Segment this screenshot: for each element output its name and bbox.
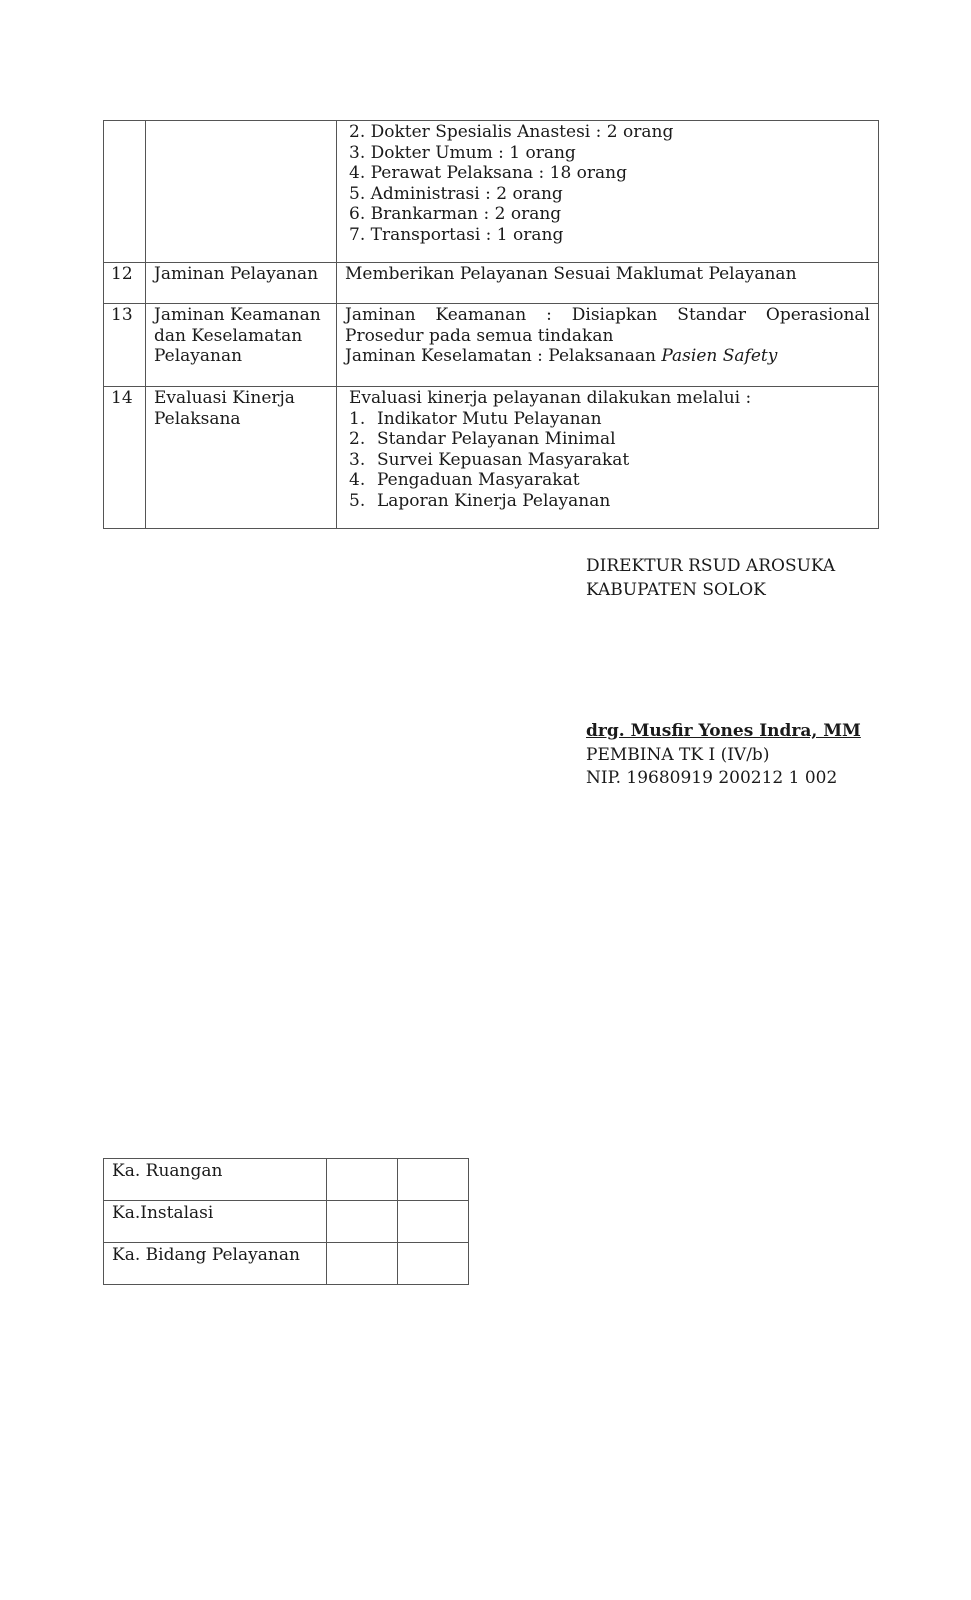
table-row [104,263,879,304]
item-number: 4. [349,470,366,490]
signatory-nip: NIP. 19680919 200212 1 002 [586,768,838,788]
approval-role: Ka.Instalasi [104,1201,327,1243]
row-label-cell [146,304,337,387]
label-line: Pelaksana [154,408,241,429]
item-text: Pengaduan Masyarakat [377,470,580,490]
label-line: Pelayanan [154,346,243,366]
table-row [104,1243,469,1285]
approval-table [103,1158,469,1285]
approval-cell [327,1243,398,1285]
security-guarantee-line: Prosedur pada semua tindakan [345,325,614,346]
row-content-cell [337,304,879,387]
list-item [349,450,870,471]
safety-text: Jaminan Keselamatan : Pelaksanaan [345,346,662,366]
signature-block [586,555,886,791]
list-item: 7. Transportasi : 1 orang [349,224,564,245]
list-item: 2. Dokter Spesialis Anastesi : 2 orang [349,122,674,142]
security-guarantee-line: Jaminan Keamanan : Disiapkan Standar Operasional [345,305,870,325]
service-standard-table [103,120,879,529]
signatory-rank: PEMBINA TK I (IV/b) [586,744,770,765]
evaluation-intro: Evaluasi kinerja pelayanan dilakukan melalui : [349,388,752,408]
list-item: 3. Dokter Umum : 1 orang [349,142,576,163]
list-item: 5. Administrasi : 2 orang [349,183,563,204]
table-row [104,1201,469,1243]
item-text: Standar Pelayanan Minimal [377,429,616,449]
approval-cell [398,1201,469,1243]
list-item: 6. Brankarman : 2 orang [349,204,562,224]
signatory-name: drg. Musfir Yones Indra, MM [586,721,861,741]
list-item [349,429,870,450]
label-line: Evaluasi Kinerja [154,388,295,408]
item-text: Indikator Mutu Pelayanan [377,408,602,429]
row-content-cell [337,121,879,263]
approval-cell [327,1159,398,1201]
label-line: dan Keselamatan [154,325,303,346]
item-text: Survei Kepuasan Masyarakat [377,449,630,470]
approval-cell [398,1243,469,1285]
row-number-cell: 14 [104,387,146,529]
signature-space [586,602,886,720]
row-number-cell: 13 [104,304,146,387]
row-label-cell [146,121,337,263]
table-row [104,304,879,387]
row-label-cell [146,387,337,529]
table-row [104,1159,469,1201]
safety-guarantee-line [345,346,870,367]
list-item [349,470,870,491]
item-number: 5. [349,490,366,511]
row-content-cell: Memberikan Pelayanan Sesuai Maklumat Pelayanan [337,263,879,304]
signatory-title: DIREKTUR RSUD AROSUKA [586,556,836,576]
patient-safety-term: Pasien Safety [661,346,778,366]
item-number: 2. [349,429,366,449]
item-number: 1. [349,408,366,429]
approval-role: Ka. Bidang Pelayanan [104,1243,327,1285]
table-row [104,387,879,529]
row-number-cell [104,121,146,263]
row-content-cell [337,387,879,529]
staff-list [349,122,870,245]
signatory-title: KABUPATEN SOLOK [586,579,766,600]
item-number: 3. [349,449,366,470]
approval-cell [398,1159,469,1201]
list-item [349,491,870,512]
row-label-cell: Jaminan Pelayanan [146,263,337,304]
list-item: 4. Perawat Pelaksana : 18 orang [349,163,627,183]
item-text: Laporan Kinerja Pelayanan [377,490,611,511]
label-line: Jaminan Keamanan [154,305,321,325]
approval-role: Ka. Ruangan [104,1159,327,1201]
table-row [104,121,879,263]
evaluation-list [349,409,870,512]
approval-cell [327,1201,398,1243]
row-number-cell: 12 [104,263,146,304]
list-item [349,409,870,430]
